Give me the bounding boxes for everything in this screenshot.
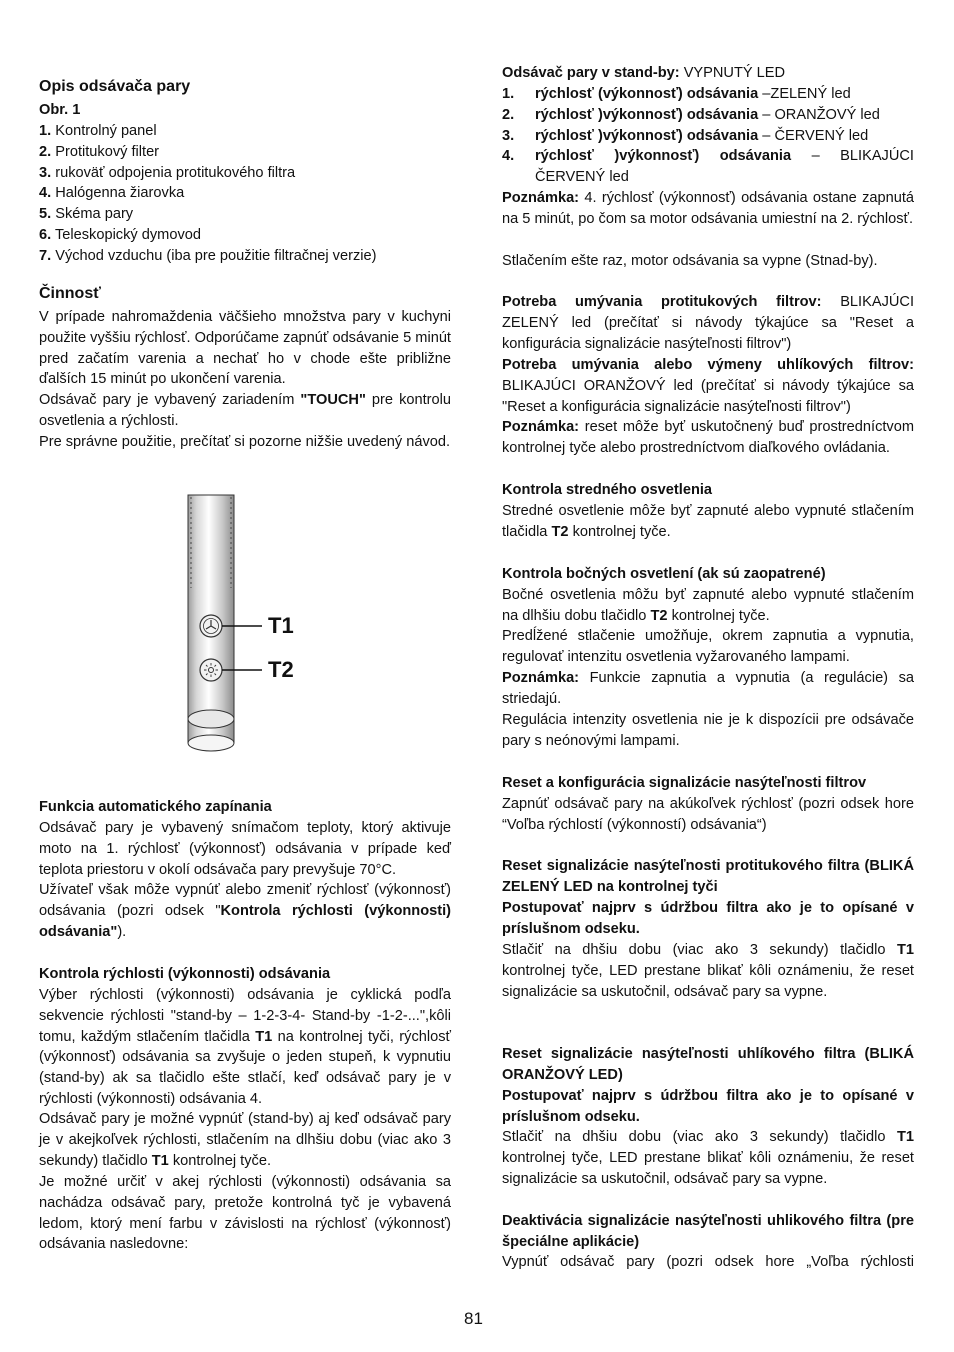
control-rod-figure bbox=[140, 493, 340, 758]
auto-start-paragraph-2: Užívateľ však môže vypnúť alebo zmeniť rýchlosť (výkonnosť) odsávania (pozri odsek "Kontrola rýchlosti (výkonnosti) odsávania"). bbox=[39, 882, 451, 940]
speed-led-list bbox=[502, 84, 914, 188]
section-title-reset-grease: Reset signalizácie nasýteľnosti protitukového filtra (BLIKÁ ZELENÝ LED na kontrolnej tyči bbox=[502, 858, 914, 895]
t1-label: T1 bbox=[268, 613, 294, 638]
page-number: 81 bbox=[464, 1309, 483, 1328]
middle-light-paragraph: Stredné osvetlenie môže byť zapnuté alebo vypnuté stlačením tlačidla T2 kontrolnej tyče. bbox=[502, 503, 914, 540]
list-item: 1. Kontrolný panel bbox=[39, 123, 157, 139]
list-item: 4. rýchlosť )výkonnosť) odsávania – BLIKAJÚCI ČERVENÝ led bbox=[502, 148, 914, 186]
list-item: 3. rukoväť odpojenia protitukového filtra bbox=[39, 164, 296, 181]
list-item: 5. Skéma pary bbox=[39, 206, 134, 223]
list-item: 6. Teleskopický dymovod bbox=[39, 226, 201, 243]
section-title-reset-carbon: Reset signalizácie nasýteľnosti uhlíkového filtra (BLIKÁ ORANŽOVÝ LED) bbox=[502, 1046, 914, 1083]
speed-paragraph-2: Odsávač pary je možné vypnúť (stand-by) aj keď odsávač pary je v akejkoľvek rýchlosti, stlačením na dlhšiu dobu (viac ako 3 sekundy) tlačidlo T1 kontrolnej tyče. bbox=[39, 1111, 451, 1169]
reset-grease-procedure: Postupovať najprv s údržbou filtra ako je to opísané v príslušnom odseku. bbox=[502, 900, 914, 937]
section-title-description: Opis odsávača pary bbox=[39, 78, 191, 95]
section-title-operation: Činnosť bbox=[39, 285, 101, 302]
reset-grease-paragraph: Stlačiť na dhšiu dobu (viac ako 3 sekundy) tlačidlo T1 kontrolnej tyče, LED prestane blikať kôli oznámeniu, že reset signalizácie sa uskutočnil, odsávač pary sa vypne. bbox=[502, 942, 914, 1000]
reset-carbon-paragraph: Stlačiť na dhšiu dobu (viac ako 3 sekundy) tlačidlo T1 kontrolnej tyče, LED prestane blikať kôli oznámeniu, že reset signalizácie sa uskutočnil, odsávač pary sa vypne. bbox=[502, 1129, 914, 1187]
list-item: 2. Protitukový filter bbox=[39, 143, 160, 160]
operation-paragraph-3: Pre správne použitie, prečítať si pozorne nižšie uvedený návod. bbox=[39, 434, 451, 450]
side-lights-paragraph-1: Bočné osvetlenia môžu byť zapnuté alebo vypnuté stlačením na dlhšiu dobu tlačidlo T2 kontrolnej tyče. bbox=[502, 587, 914, 624]
list-item: 3. rýchlosť )výkonnosť) odsávania – ČERVENÝ led bbox=[502, 127, 869, 144]
replace-filters-paragraph: Potreba umývania alebo výmeny uhlíkových filtrov: BLIKAJÚCI ORANŽOVÝ led (prečítať si návody týkajúce sa "Reset a konfigurácia signalizácie nasýteľnosti filtrov") bbox=[502, 357, 914, 415]
list-item: 1. rýchlosť (výkonnosť) odsávania –ZELENÝ led bbox=[502, 86, 851, 102]
side-lights-paragraph-3: Regulácia intenzity osvetlenia nie je k dispozícii pre odsávače pary s neónovými lampami. bbox=[502, 712, 914, 749]
reset-config-paragraph: Zapnúť odsávač pary na akúkoľvek rýchlosť (pozri odsek hore “Voľba rýchlostí (výkonností) odsávania“) bbox=[502, 796, 914, 833]
fan-icon bbox=[200, 615, 222, 637]
reset-carbon-procedure: Postupovať najprv s údržbou filtra ako je to opísané v príslušnom odseku. bbox=[502, 1088, 914, 1125]
speed-paragraph-1: Výber rýchlosti (výkonnosti) odsávania je cyklická podľa sekvencie rýchlosti "stand-by – 1-2-3-4- Stand-by -1-2-...",kôli tomu, každým stlačením tlačidla T1 na kontrolnej tyči, rýchlosť (výkonnosť) odsávania sa zvyšuje o jeden stupeň, k vypnutiu (stand-by) ak sa tlačidlo ešte stlačí, keď odsávač pary je v rýchlosti (výkonnosti) odsávania 4. bbox=[39, 987, 451, 1107]
operation-paragraph-2: Odsávač pary je vybavený zariadením "TOUCH" pre kontrolu osvetlenia a rýchlosti. bbox=[39, 392, 451, 429]
deactivation-paragraph: Vypnúť odsávač pary (pozri odsek hore „Voľba rýchlosti bbox=[502, 1254, 914, 1270]
section-title-deactivation: Deaktivácia signalizácie nasýteľnosti uhlikového filtra (pre špeciálne aplikácie) bbox=[502, 1213, 914, 1250]
side-lights-paragraph-2: Predĺžené stlačenie umožňuje, okrem zapnutia a vypnutia, regulovať intenzitu osvetlenia vyžarovaného lampami. bbox=[502, 628, 914, 665]
list-item: 7. Východ vzduchu (iba pre použitie filtračnej verzie) bbox=[39, 247, 377, 264]
speed-paragraph-3: Je možné určiť v akej rýchlosti (výkonnosti) odsávania sa nachádza odsávač pary, pretože kontrolná tyč je vybavená ledom, ktorý mení farbu v závislosti na rýchlosť (výkonnosť) odsávania nasledovne: bbox=[39, 1174, 451, 1253]
operation-paragraph-1: V prípade nahromaždenia väčšieho množstva pary v kuchyni použite vyššiu rýchlosť. Odporúčame zapnúť odsávanie 5 minút pred začatím varenia a nechať ho v chode ešte približne ďalších 15 minút po ukončení varenia. bbox=[39, 309, 451, 388]
light-bulb-icon bbox=[200, 659, 222, 681]
section-title-speed-control: Kontrola rýchlosti (výkonnosti) odsávania bbox=[39, 966, 331, 982]
reset-note: Poznámka: reset môže byť uskutočnený buď prostredníctvom kontrolnej tyče alebo prostredníctvom diaľkového ovládania. bbox=[502, 419, 914, 456]
section-title-middle-light: Kontrola stredného osvetlenia bbox=[502, 482, 713, 498]
control-rod-drawing bbox=[140, 493, 340, 758]
standby-line: Odsávač pary v stand-by: VYPNUTÝ LED bbox=[502, 65, 786, 81]
auto-start-paragraph-1: Odsávač pary je vybavený snímačom teploty, ktorý aktivuje moto na 1. rýchlosť (výkonnosť) odsávania v prípade keď teplota priestoru v okolí odsávača pary prevyšuje 70°C. bbox=[39, 820, 451, 878]
list-item: 2. rýchlosť )výkonnosť) odsávania – ORANŽOVÝ led bbox=[502, 106, 880, 123]
note-speed-4: Poznámka: 4. rýchlosť (výkonnosť) odsávania ostane zapnutá na 5 minút, po čom sa motor odsávania umiestní na 2. rýchlosť. bbox=[502, 190, 914, 227]
side-lights-note: Poznámka: Funkcie zapnutia a vypnutia (a regulácie) sa striedajú. bbox=[502, 670, 914, 707]
figure-reference: Obr. 1 bbox=[39, 102, 81, 118]
section-title-reset-config: Reset a konfigurácia signalizácie nasýteľnosti filtrov bbox=[502, 775, 867, 791]
t2-label: T2 bbox=[268, 657, 294, 682]
section-title-auto-start: Funkcia automatického zapínania bbox=[39, 799, 272, 815]
parts-list bbox=[39, 121, 451, 267]
wash-filters-paragraph: Potreba umývania protitukových filtrov: BLIKAJÚCI ZELENÝ led (prečítať si návody týkajúce sa "Reset a konfigurácia signalizácie nasýteľnosti filtrov") bbox=[502, 294, 914, 352]
note-standby: Stlačením ešte raz, motor odsávania sa vypne (Stnad-by). bbox=[502, 253, 878, 269]
list-item: 4. Halógenna žiarovka bbox=[39, 185, 185, 202]
section-title-side-lights: Kontrola bočných osvetlení (ak sú zaopatrené) bbox=[502, 566, 826, 582]
